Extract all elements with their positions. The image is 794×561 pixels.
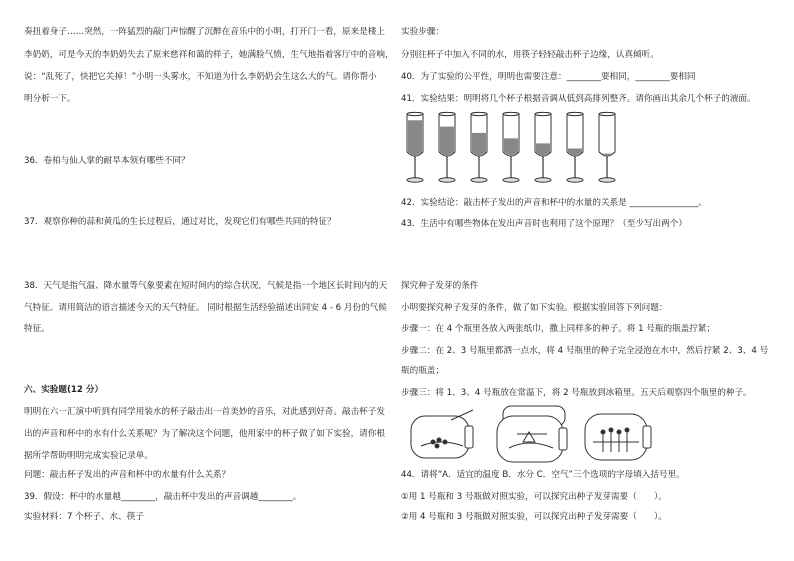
- question-38-line-3: 特征。: [24, 324, 50, 334]
- step-2-line-1: 步骤二：在 2、3 号瓶里都洒一点水，将 4 号瓶里的种子完全浸泡在水中，然后拧紧 2、3、4 号: [401, 346, 769, 356]
- glass-rim: [407, 112, 423, 115]
- step-1: 步骤一：在 4 个瓶里各放入两张纸巾，撒上同样多的种子。将 1 号瓶的瓶盖拧紧；: [401, 324, 716, 334]
- glass-3: [471, 112, 487, 182]
- glasses-figure: [405, 110, 645, 190]
- jar-2-3: [497, 406, 567, 462]
- glass-rim: [599, 112, 615, 115]
- question-40: 40．为了实验的公平性，明明也需要注意：________要相同，________要相同: [401, 72, 696, 82]
- story-line-4: 明分析一下。: [24, 94, 76, 104]
- story-line-3: 说：“乱死了，快把它关掉！”小明一头雾水，不知道为什么李奶奶会生这么大的气。请你帮小: [24, 72, 377, 82]
- glass-base: [407, 178, 423, 182]
- question-39: 39．假设：杯中的水量越________，敲击杯中发出的声音调越________。: [24, 492, 302, 502]
- question-44: 44．请将“A．适宜的温度 B．水分 C．空气”三个选项的字母填入括号里。: [401, 470, 685, 480]
- steps-title: 实验步骤：: [401, 27, 444, 37]
- glass-base: [439, 178, 455, 182]
- glass-rim: [439, 112, 455, 115]
- glass-liquid: [472, 133, 486, 155]
- step-2-line-2: 瓶的瓶盖；: [401, 366, 444, 376]
- glass-liquid: [440, 127, 454, 155]
- intro-line-1: 明明在六一汇演中听到有同学用装水的杯子敲击出一首美妙的音乐，对此感到好奇。敲击杯子发: [24, 407, 385, 417]
- glass-base: [599, 178, 615, 182]
- seed-intro: 小明要探究种子发芽的条件，做了如下实验。根据实验回答下列问题：: [401, 303, 668, 313]
- glass-base: [471, 178, 487, 182]
- question-41: 41．实验结果：明明将几个杯子根据音调从低到高排列整齐。请你画出其余几个杯子的液面。: [401, 94, 756, 104]
- intro-line-3: 据所学帮助明明完成实验记录单。: [24, 451, 153, 461]
- glass-1: [407, 112, 423, 182]
- story-line-1: 奏扭着身子……突然，一阵猛烈的敲门声惊醒了沉醉在音乐中的小明，打开门一看，原来是楼上: [24, 27, 385, 37]
- glass-7: [599, 112, 615, 182]
- jar-4: [585, 414, 651, 460]
- glass-rim: [471, 112, 487, 115]
- glass-liquid: [536, 143, 550, 155]
- question-42: 42．实验结论：敲击杯子发出的声音和杯中的水量的关系是 ________________。: [401, 198, 707, 208]
- jar-1: [411, 410, 473, 458]
- glass-liquid: [504, 138, 518, 155]
- glass-rim: [567, 112, 583, 115]
- glass-5: [535, 112, 551, 182]
- glass-4: [503, 112, 519, 182]
- glass-liquid: [408, 120, 422, 155]
- question-36: 36．卷柏与仙人掌的耐旱本领有哪些不同？: [24, 156, 190, 166]
- question-38-line-1: 38．天气是指气温、降水量等气象要素在短时间内的综合状况，气候是指一个地区长时间内的天: [24, 281, 388, 291]
- story-line-2: 李奶奶，可是今天的李奶奶失去了原来慈祥和蔼的样子，她满脸气愤，生气地指着客厅中的音响，: [24, 50, 394, 60]
- glass-base: [567, 178, 583, 182]
- experiment-question: 问题：敲击杯子发出的声音和杯中的水量有什么关系？: [24, 470, 231, 480]
- intro-line-2: 出的声音和杯中的水有什么关系呢？为了解决这个问题，他用家中的杯子做了如下实验，请你根: [24, 429, 385, 439]
- glass-rim: [503, 112, 519, 115]
- seed-title: 探究种子发芽的条件: [401, 281, 479, 291]
- glass-2: [439, 112, 455, 182]
- glass-bowl: [599, 114, 615, 156]
- step-3: 步骤三：将 1、3、4 号瓶放在常温下，将 2 号瓶放到冰箱里。五天后观察四个瓶里的种子。: [401, 388, 752, 398]
- question-44-2: ②用 4 号瓶和 3 号瓶做对照实验，可以探究出种子发芽需要（ ）。: [401, 512, 667, 522]
- question-44-1: ①用 1 号瓶和 3 号瓶做对照实验，可以探究出种子发芽需要（ ）。: [401, 492, 667, 502]
- question-37: 37．观察你种的蒜和黄瓜的生长过程后，通过对比，发现它们有哪些共同的特征？: [24, 217, 336, 227]
- glass-base: [503, 178, 519, 182]
- question-43: 43．生活中有哪些物体在发出声音时也利用了这个原理？（至少写出两个）: [401, 219, 687, 229]
- steps-text: 分别往杯子中加入不同的水，用筷子轻轻敲击杯子边缘，认真倾听。: [401, 50, 659, 60]
- glass-base: [535, 178, 551, 182]
- glass-6: [567, 112, 583, 182]
- jars-figure: [407, 402, 667, 466]
- section-6-heading: 六、实验题(12 分）: [24, 385, 104, 395]
- glass-rim: [535, 112, 551, 115]
- question-38-line-2: 气特征。请用简洁的语言描述今天的天气特征。 同时根据生活经验描述出同安 4 - 6 月份的气候: [24, 303, 387, 313]
- materials: 实验材料：7 个杯子、水、筷子: [24, 512, 144, 522]
